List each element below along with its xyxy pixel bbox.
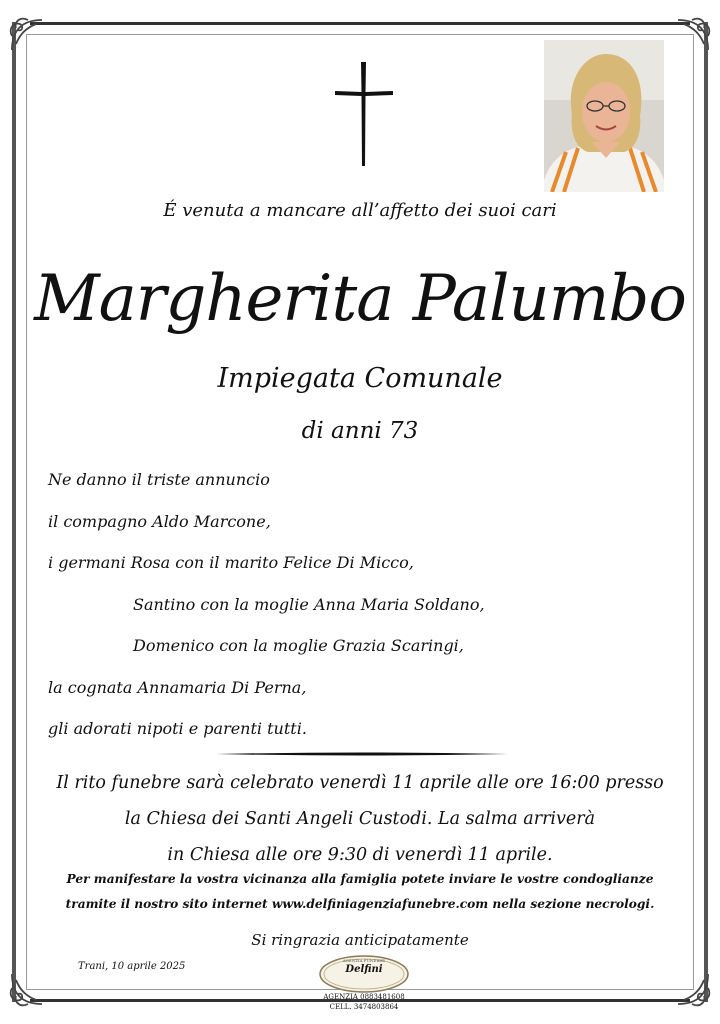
logo-subtitle: AGENZIA FUNEBRE (342, 958, 386, 963)
corner-ornament-icon (6, 14, 48, 56)
family-line: gli adorati nipoti e parenti tutti. (48, 719, 307, 738)
age-text: di anni 73 (301, 418, 419, 444)
family-line: Ne danno il triste annuncio (48, 470, 270, 489)
intro-text: É venuta a mancare all’affetto dei suoi cari (163, 200, 557, 221)
logo-phone: AGENZIA 0883481608 (323, 993, 405, 1001)
thanks-text: Si ringrazia anticipatamente (251, 931, 469, 949)
logo-cell: CELL. 3474803864 (329, 1003, 399, 1011)
corner-ornament-icon (672, 14, 714, 56)
funeral-info-line: la Chiesa dei Santi Angeli Custodi. La salma arriverà (124, 809, 596, 829)
family-announcement (48, 464, 485, 755)
corner-ornament-icon (672, 968, 714, 1010)
logo-brand: Delfini (345, 964, 383, 975)
family-line: la cognata Annamaria Di Perna, (48, 677, 307, 697)
frame-top-rule (30, 22, 690, 25)
divider-line (216, 752, 508, 756)
date-place: Trani, 10 aprile 2025 (78, 961, 186, 972)
family-line: il compagno Aldo Marcone, (48, 511, 271, 531)
family-line: Santino con la moglie Anna Maria Soldano, (133, 594, 485, 614)
portrait-photo (544, 40, 664, 192)
agency-logo (318, 954, 410, 1014)
funeral-info-line: in Chiesa alle ore 9:30 di venerdì 11 aprile. (167, 845, 553, 865)
corner-ornament-icon (6, 968, 48, 1010)
cross-icon (333, 60, 395, 168)
funeral-info-line: Il rito funebre sarà celebrato venerdì 11 aprile alle ore 16:00 presso (56, 773, 664, 793)
family-line: Domenico con la moglie Grazia Scaringi, (133, 636, 464, 655)
deceased-name: Margherita Palumbo (34, 262, 686, 336)
condolence-note: tramite il nostro sito internet www.delfiniagenziafunebre.com nella sezione necrologi. (65, 897, 655, 911)
profession: Impiegata Comunale (217, 363, 503, 394)
family-line: i germani Rosa con il marito Felice Di Micco, (48, 553, 414, 572)
condolence-note: Per manifestare la vostra vicinanza alla famiglia potete inviare le vostre condoglianze (66, 872, 654, 886)
